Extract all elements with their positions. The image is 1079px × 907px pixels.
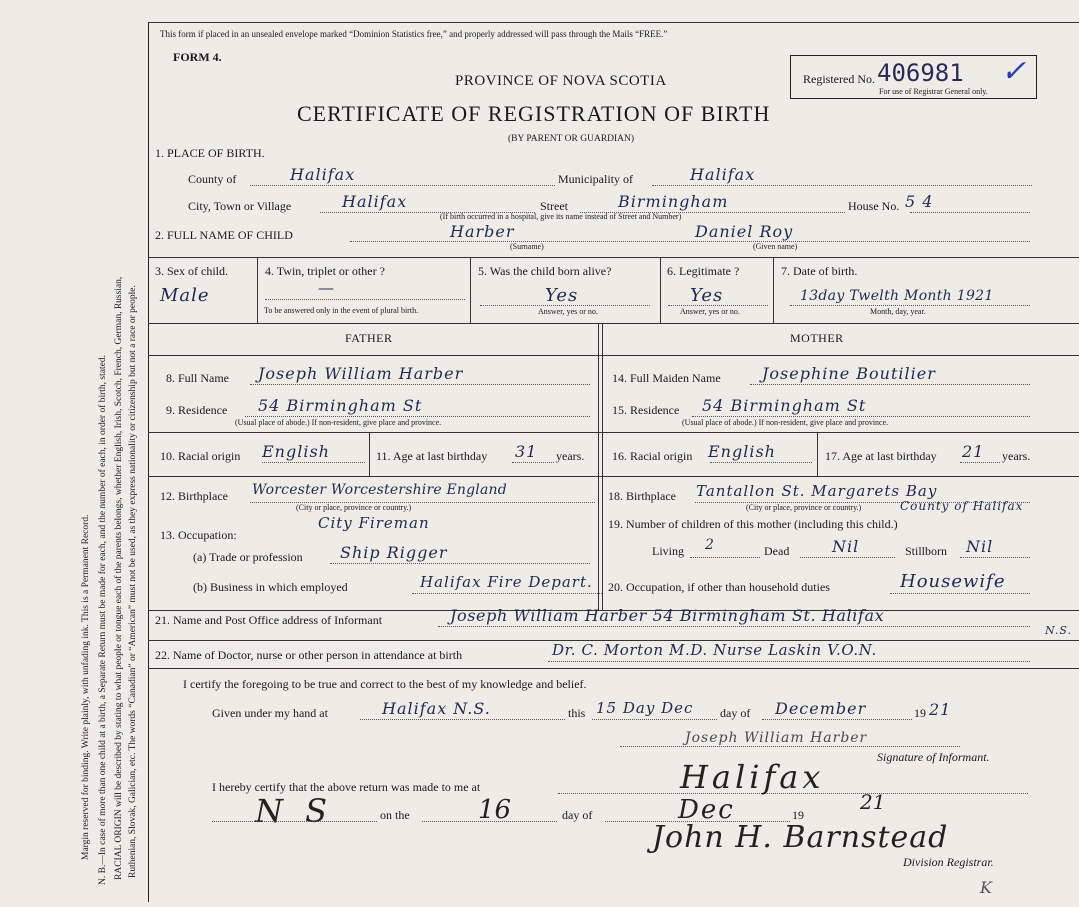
father-birthplace-value: Worcester Worcestershire England — [252, 482, 507, 498]
legitimate-value: Yes — [690, 285, 724, 306]
mail-notice: This form if placed in an unsealed envelope marked “Dominion Statistics free,” and properly addressed will pass through the Mails “FREE.” — [160, 29, 668, 39]
father-race-label: 10. Racial origin — [160, 449, 241, 463]
father-name-value: Joseph William Harber — [258, 364, 464, 383]
mother-birthplace-county: County of Halifax — [900, 499, 1024, 513]
this-label: this — [568, 706, 586, 720]
registrar-caption: Division Registrar. — [903, 855, 994, 869]
registered-number: 406981 — [877, 59, 964, 87]
registration-year-prefix: 19 — [792, 808, 804, 822]
father-age-label: 11. Age at last birthday — [376, 449, 488, 463]
birth-date-note: Month, day, year. — [870, 307, 926, 316]
mother-name-label: 14. Full Maiden Name — [612, 371, 721, 385]
house-label: House No. — [848, 199, 900, 213]
father-residence-label: 9. Residence — [166, 403, 228, 417]
given-name-caption: (Given name) — [753, 242, 798, 251]
legitimate-label: 6. Legitimate ? — [667, 264, 740, 278]
house-value: 5 4 — [905, 192, 934, 211]
mother-occupation-label: 20. Occupation, if other than household duties — [608, 580, 830, 594]
mother-heading: MOTHER — [790, 331, 844, 345]
county-value: Halifax — [290, 165, 356, 184]
registration-year: 21 — [860, 790, 886, 814]
municipality-label: Municipality of — [558, 172, 633, 186]
mother-race-label: 16. Racial origin — [612, 449, 693, 463]
on-the-label: on the — [380, 808, 410, 822]
child-name-label: 2. FULL NAME OF CHILD — [155, 228, 293, 242]
mother-birthplace-value: Tantallon St. Margarets Bay — [696, 482, 938, 500]
dead-value: Nil — [832, 537, 860, 556]
surname-caption: (Surname) — [510, 242, 544, 251]
living-label: Living — [652, 544, 684, 558]
informant-label: 21. Name and Post Office address of Informant — [155, 613, 383, 627]
father-residence-note: (Usual place of abode.) If non-resident, give place and province. — [235, 418, 442, 427]
mother-name-value: Josephine Boutilier — [762, 364, 936, 383]
mother-birthplace-note: (City or place, province or country.) — [746, 503, 862, 512]
father-age-value: 31 — [515, 442, 538, 461]
check-mark-icon: ✓ — [1001, 55, 1027, 88]
mother-age-value: 21 — [962, 442, 985, 461]
margin-note-4: Ruthenian, Slovak, Galician, etc. The words “Canadian” or “American” must not be used, as they express nationality or citizenship but not a race or people. — [128, 285, 138, 878]
street-label: Street — [540, 199, 568, 213]
margin-note-3: RACIAL ORIGIN will be described by stating to what people or tongue each of the parents belongs, whether English, Irish, Scotch, French, German, Russian, — [114, 276, 124, 880]
mother-residence-label: 15. Residence — [612, 403, 680, 417]
informant-value: Joseph William Harber 54 Birmingham St. Halifax — [450, 606, 885, 625]
alive-value: Yes — [545, 285, 579, 306]
father-trade-value: Ship Rigger — [340, 543, 448, 562]
province-heading: PROVINCE OF NOVA SCOTIA — [455, 73, 667, 89]
certificate-title: CERTIFICATE OF REGISTRATION OF BIRTH — [297, 101, 771, 126]
place-of-birth-label: 1. PLACE OF BIRTH. — [155, 146, 265, 160]
day-of-label: day of — [720, 706, 751, 720]
sex-label: 3. Sex of child. — [155, 264, 228, 278]
informant-signature: Joseph William Harber — [685, 730, 868, 746]
mother-residence-note: (Usual place of abode.) If non-resident, give place and province. — [682, 418, 889, 427]
registration-month: Dec — [678, 795, 735, 825]
dead-label: Dead — [764, 544, 790, 558]
stillborn-label: Stillborn — [905, 544, 948, 558]
stillborn-value: Nil — [966, 537, 994, 556]
living-value: 2 — [705, 537, 715, 553]
registered-box — [790, 55, 1037, 99]
sex-value: Male — [160, 285, 210, 306]
birth-date-value: 13day Twelth Month 1921 — [800, 288, 994, 304]
month-value: December — [775, 699, 867, 718]
municipality-value: Halifax — [690, 165, 756, 184]
children-count-label: 19. Number of children of this mother (including this child.) — [608, 517, 898, 531]
margin-note-2: N. B.—In case of more than one child at a birth, a Separate Return must be made for each, and the number of each, in order of birth, stated. — [98, 355, 108, 885]
given-at-value: Halifax N.S. — [382, 699, 491, 718]
registration-place-2: N S — [255, 792, 334, 830]
margin-note-1: Margin reserved for binding. Write plainly, with unfading ink. This is a Permanent Record. — [81, 514, 91, 860]
child-surname: Harber — [450, 222, 515, 241]
certificate-subtitle: (BY PARENT OR GUARDIAN) — [508, 134, 635, 144]
registration-day: 16 — [478, 795, 512, 825]
registered-note: For use of Registrar General only. — [879, 87, 988, 96]
registration-place: Halifax — [680, 758, 825, 796]
hereby-certify-line: I hereby certify that the above return was made to me at — [212, 780, 481, 794]
alive-note: Answer, yes or no. — [538, 307, 598, 316]
twin-note: To be answered only in the event of plural birth. — [264, 306, 419, 315]
corner-mark: K — [980, 878, 992, 897]
mother-age-label: 17. Age at last birthday — [825, 449, 937, 463]
father-business-label: (b) Business in which employed — [193, 580, 348, 594]
father-heading: FATHER — [345, 331, 393, 345]
frame-left — [148, 22, 149, 902]
form-number: FORM 4. — [173, 50, 222, 64]
street-value: Birmingham — [618, 192, 729, 211]
mother-birthplace-label: 18. Birthplace — [608, 489, 676, 503]
year-prefix: 19 — [914, 706, 926, 720]
father-birthplace-note: (City or place, province or country.) — [296, 503, 412, 512]
informant-signature-caption: Signature of Informant. — [877, 750, 990, 764]
twin-value: — — [318, 278, 335, 297]
attendant-label: 22. Name of Doctor, nurse or other person in attendance at birth — [155, 648, 463, 662]
city-label: City, Town or Village — [188, 199, 292, 213]
birth-date-label: 7. Date of birth. — [781, 264, 858, 278]
certify-line: I certify the foregoing to be true and correct to the best of my knowledge and belief. — [183, 677, 587, 691]
given-under-label: Given under my hand at — [212, 706, 328, 720]
alive-label: 5. Was the child born alive? — [478, 264, 612, 278]
father-business-value: Halifax Fire Depart. — [420, 573, 593, 591]
frame-top — [148, 22, 1079, 23]
father-age-years: years. — [556, 449, 585, 463]
mother-race-value: English — [708, 442, 776, 461]
registered-label: Registered No. — [803, 72, 875, 86]
mother-residence-value: 54 Birmingham St — [702, 396, 867, 415]
county-label: County of — [188, 172, 237, 186]
day-of-label-2: day of — [562, 808, 593, 822]
twin-label: 4. Twin, triplet or other ? — [265, 264, 385, 278]
legitimate-note: Answer, yes or no. — [680, 307, 740, 316]
father-residence-value: 54 Birmingham St — [258, 396, 423, 415]
mother-occupation-value: Housewife — [900, 571, 1006, 592]
city-value: Halifax — [342, 192, 408, 211]
parents-divider-1 — [598, 323, 599, 610]
mother-age-years: years. — [1002, 449, 1031, 463]
father-trade-label: (a) Trade or profession — [193, 550, 303, 564]
year-value: 21 — [929, 700, 952, 719]
father-race-value: English — [262, 442, 330, 461]
father-birthplace-label: 12. Birthplace — [160, 489, 228, 503]
father-occupation-label: 13. Occupation: — [160, 528, 237, 542]
father-name-label: 8. Full Name — [166, 371, 229, 385]
attendant-value: Dr. C. Morton M.D. Nurse Laskin V.O.N. — [552, 641, 877, 659]
informant-suffix: N.S. — [1045, 624, 1073, 637]
this-day-value: 15 Day Dec — [596, 699, 694, 717]
father-occupation-above: City Fireman — [318, 514, 430, 532]
parents-divider-2 — [602, 323, 603, 610]
registrar-signature: John H. Barnstead — [652, 820, 949, 855]
hospital-note: (If birth occurred in a hospital, give its name instead of Street and Number) — [440, 212, 682, 221]
child-given-name: Daniel Roy — [695, 222, 794, 241]
